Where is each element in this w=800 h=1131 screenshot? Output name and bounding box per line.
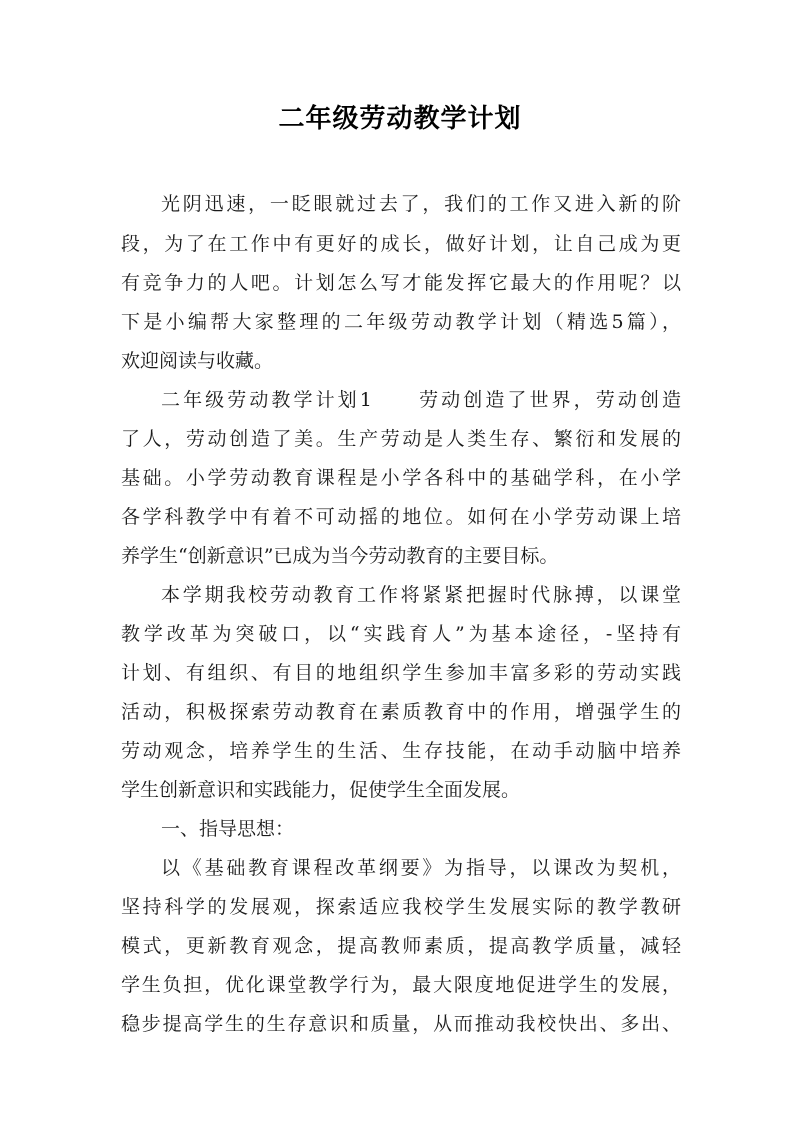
text-line: 欢迎阅读与收藏。 [121, 350, 274, 372]
text-line: 劳动观念，培养学生的生活、生存技能，在动手动脑中培养 [121, 740, 681, 762]
text-line: 光阴迅速，一眨眼就过去了，我们的工作又进入新的阶 [161, 193, 681, 215]
text-line: 各学科教学中有着不可动摇的地位。如何在小学劳动课上培 [121, 506, 681, 528]
text-line: 养学生“创新意识”已成为当今劳动教育的主要目标。 [121, 545, 559, 567]
text-line: 模式，更新教育观念，提高教师素质，提高教学质量，减轻 [121, 935, 681, 957]
text-line: 以《基础教育课程改革纲要》为指导，以课改为契机， [161, 857, 681, 879]
section-heading: 一、指导思想： [161, 818, 295, 840]
text-line: 学生负担，优化课堂教学行为，最大限度地促进学生的发展， [121, 974, 681, 996]
text-line: 计划、有组织、有目的地组织学生参加丰富多彩的劳动实践 [121, 662, 681, 684]
text-line: 活动，积极探索劳动教育在素质教育中的作用，增强学生的 [121, 701, 681, 723]
text-line: 本学期我校劳动教育工作将紧紧把握时代脉搏，以课堂 [161, 584, 681, 606]
text-line: 段，为了在工作中有更好的成长，做好计划，让自己成为更 [121, 233, 681, 255]
text-line: 了人，劳动创造了美。生产劳动是人类生存、繁衍和发展的 [121, 428, 681, 450]
text-line: 学生创新意识和实践能力，促使学生全面发展。 [121, 779, 521, 801]
text-line: 坚持科学的发展观，探索适应我校学生发展实际的教学教研 [121, 896, 681, 918]
text-line: 二年级劳动教学计划1 劳动创造了世界，劳动创造 [161, 389, 681, 411]
document-title: 二年级劳动教学计划 [278, 104, 522, 134]
text-line: 有竞争力的人吧。计划怎么写才能发挥它最大的作用呢？以 [121, 272, 681, 294]
text-line: 下是小编帮大家整理的二年级劳动教学计划（精选5篇）， [121, 311, 681, 333]
text-line: 稳步提高学生的生存意识和质量，从而推动我校快出、多出、 [121, 1013, 681, 1035]
text-line: 基础。小学劳动教育课程是小学各科中的基础学科，在小学 [121, 467, 681, 489]
text-line: 教学改革为突破口，以“实践育人”为基本途径，-坚持有 [121, 623, 681, 645]
